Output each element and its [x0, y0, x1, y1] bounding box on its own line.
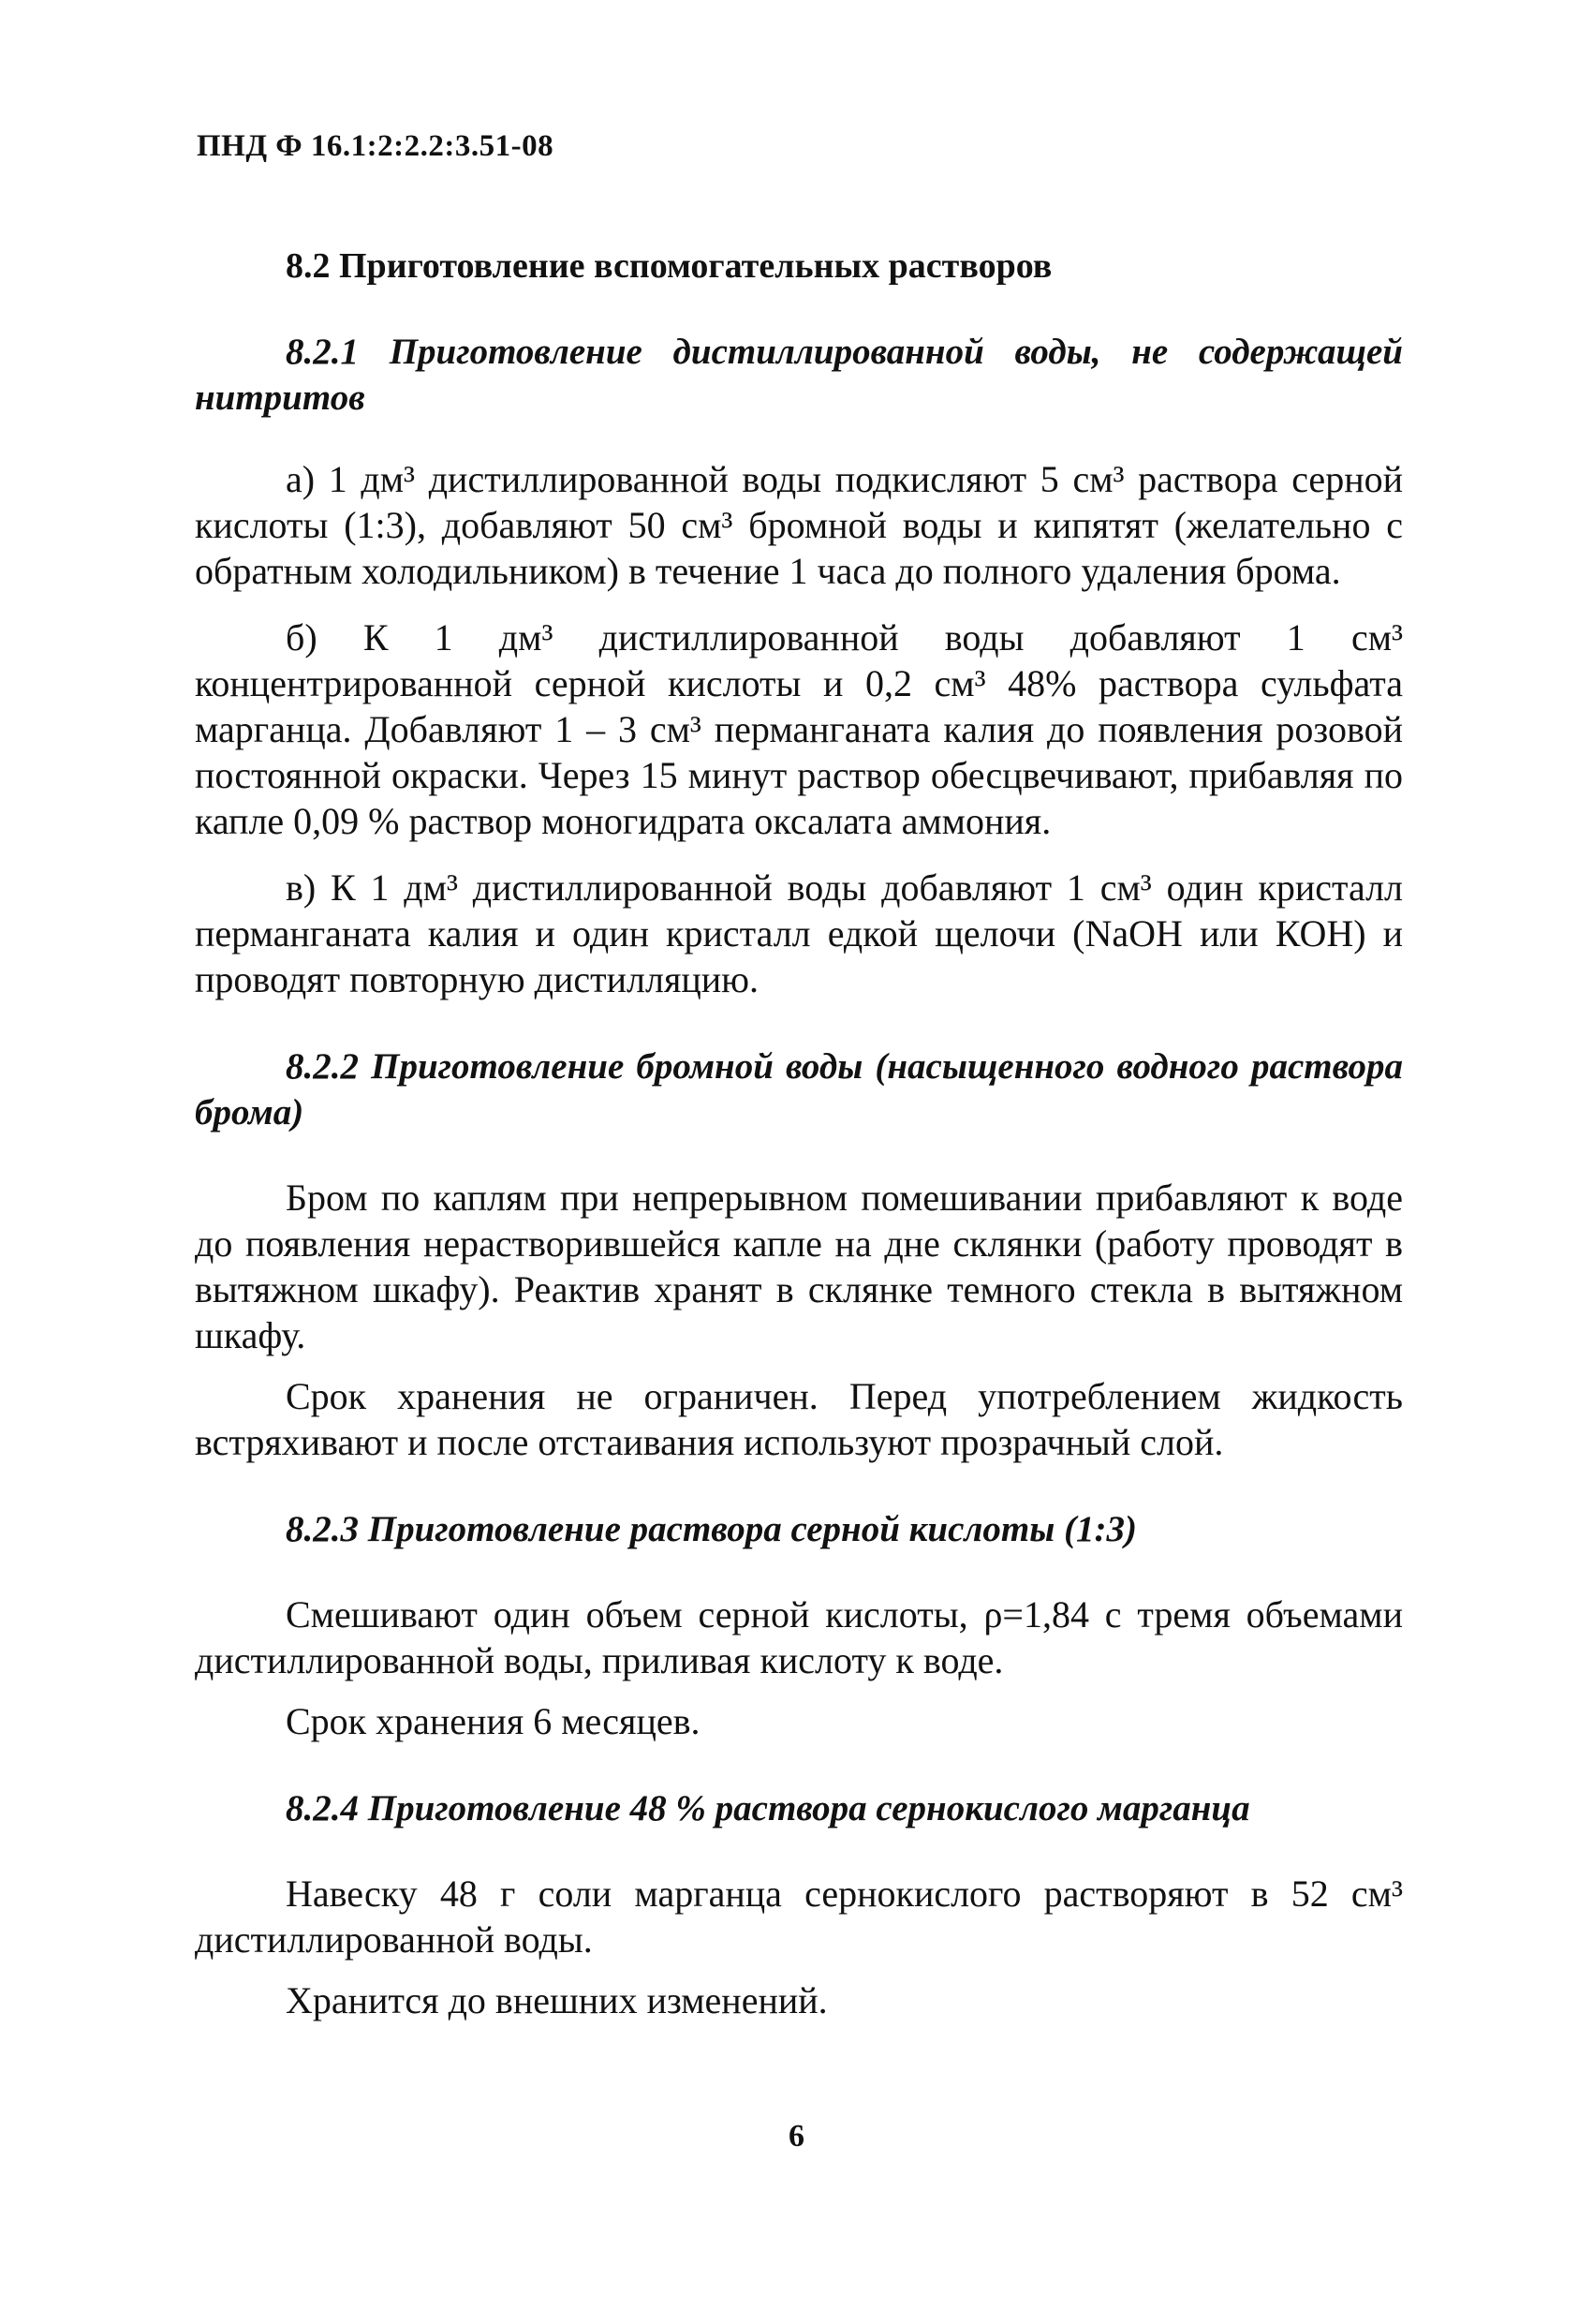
paragraph-8-2-3-2: Срок хранения 6 месяцев.: [286, 1700, 701, 1742]
subsection-title-8-2-1: 8.2.1 Приготовление дистиллированной воды, не содержащей нитритов: [195, 332, 1403, 418]
paragraph-8-2-3-1: Смешивают один объем серной кислоты, ρ=1,84 с тремя объемами дистиллированной воды, приливая кислоту к воде.: [195, 1593, 1403, 1681]
subsection-title-8-2-2: 8.2.2 Приготовление бромной воды (насыщенного водного раствора брома): [195, 1046, 1403, 1132]
paragraph-8-2-4-1: Навеску 48 г соли марганца сернокислого растворяют в 52 см³ дистиллированной воды.: [195, 1873, 1403, 1961]
paragraph-8-2-4-2: Хранится до внешних изменений.: [286, 1979, 828, 2021]
paragraph-8-2-2-1: Бром по каплям при непрерывном помешивании прибавляют к воде до появления нерастворившейся капле на дне склянки (работу проводят в вытяжном шкафу). Реактив хранят в склянке темного стекла в вытяжном шкафу.: [195, 1177, 1403, 1356]
document-body: [195, 244, 1403, 2044]
page-number: 6: [789, 2119, 804, 2154]
subsection-title-8-2-4: 8.2.4 Приготовление 48 % раствора сернокислого марганца: [286, 1788, 1250, 1828]
paragraph-8-2-1-b: б) К 1 дм³ дистиллированной воды добавляют 1 см³ концентрированной серной кислоты и 0,2 см³ 48% раствора сульфата марганца. Добавляют 1 – 3 см³ перманганата калия до появления розовой постоянной окраски. Через 15 минут раствор обесцвечивают, прибавляя по капле 0,09 % раствор моногидрата оксалата аммония.: [195, 616, 1403, 842]
document-code-header: ПНД Ф 16.1:2:2.2:3.51-08: [197, 129, 554, 163]
subsection-title-8-2-3: 8.2.3 Приготовление раствора серной кислоты (1:3): [286, 1509, 1138, 1549]
paragraph-8-2-2-2: Срок хранения не ограничен. Перед употреблением жидкость встряхивают и после отстаивания используют прозрачный слой.: [195, 1375, 1403, 1463]
section-title: 8.2 Приготовление вспомогательных растворов: [286, 246, 1053, 286]
paragraph-8-2-1-v: в) К 1 дм³ дистиллированной воды добавляют 1 см³ один кристалл перманганата калия и один кристалл едкой щелочи (NaOH или КОН) и проводят повторную дистилляцию.: [195, 866, 1403, 1000]
paragraph-8-2-1-a: а) 1 дм³ дистиллированной воды подкисляют 5 см³ раствора серной кислоты (1:3), добавляют 50 см³ бромной воды и кипятят (желательно с обратным холодильником) в течение 1 часа до полного удаления брома.: [195, 458, 1403, 592]
